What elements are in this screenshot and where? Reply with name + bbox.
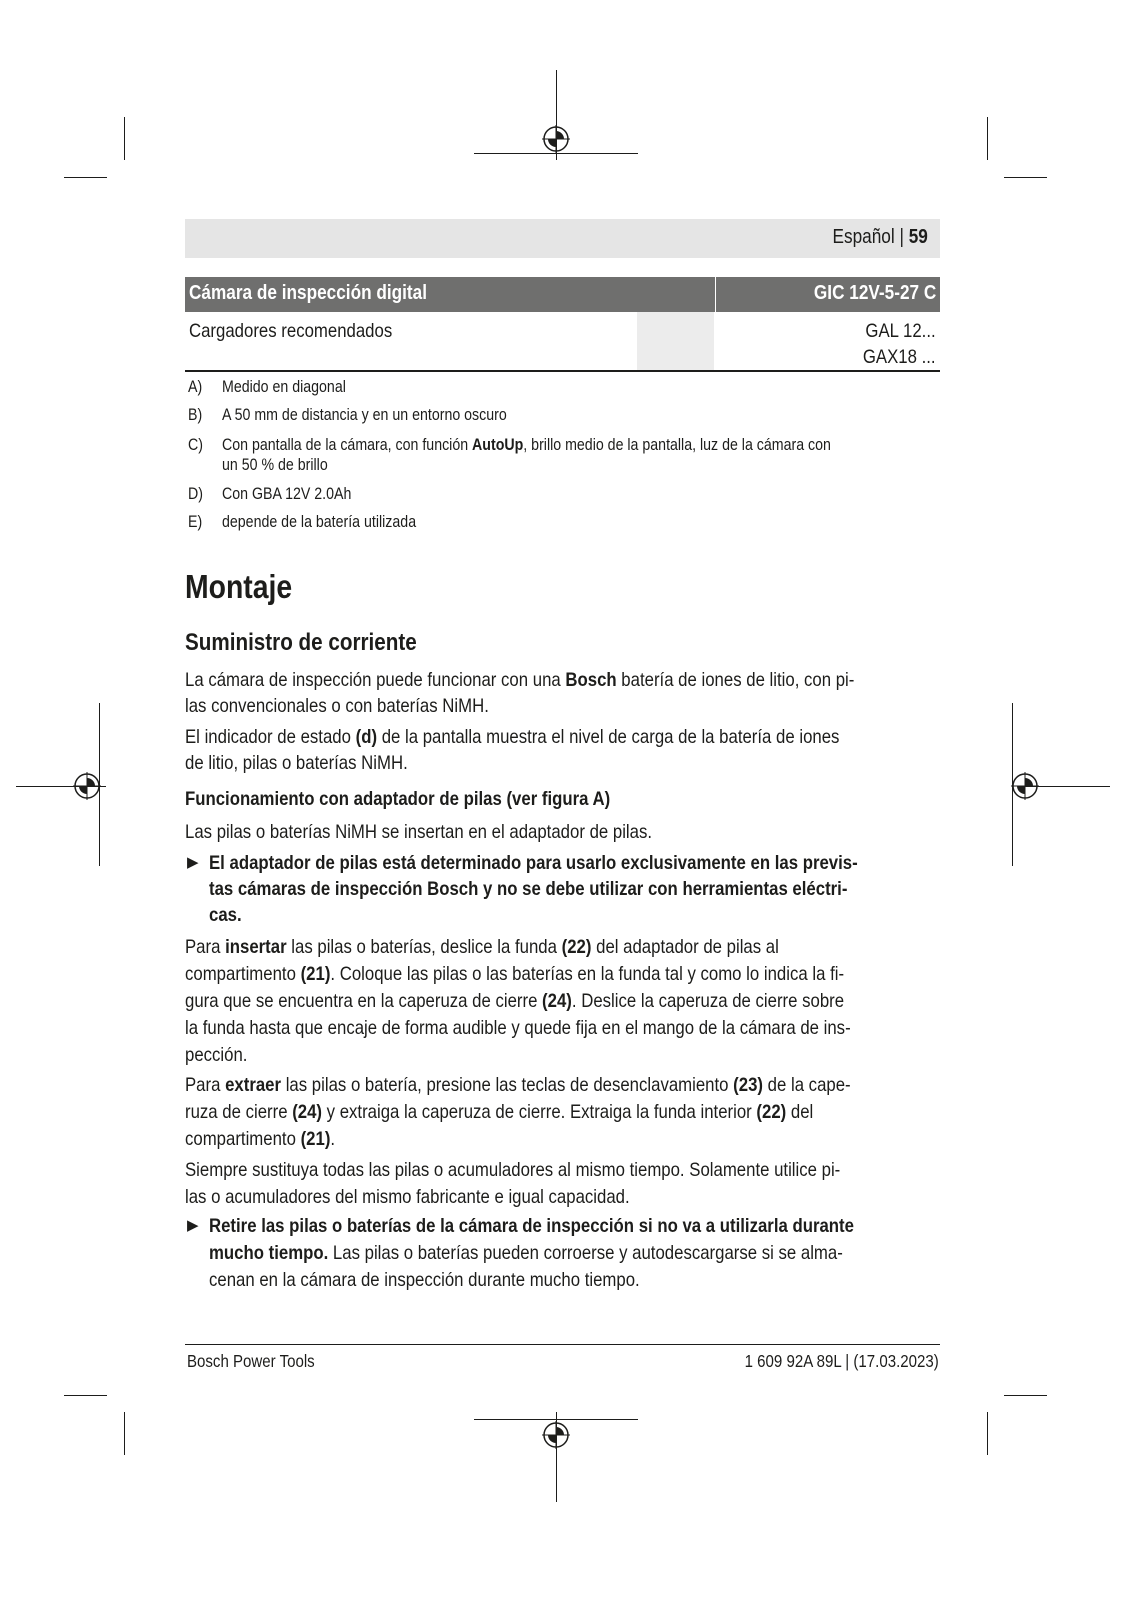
paragraph-line: las o acumuladores del mismo fabricante e igual capacidad. (185, 1186, 630, 1208)
crop-mark-top-right-v (987, 117, 988, 160)
paragraph-line: Siempre sustituya todas las pilas o acumuladores al mismo tiempo. Solamente utilice pi- (185, 1159, 841, 1181)
text-part: de la pantalla muestra el nivel de carga de la batería de iones (377, 726, 840, 748)
subsection-heading: Suministro de corriente (185, 629, 417, 656)
registration-target-icon (542, 1421, 570, 1449)
footnote-text-part: , brillo medio de la pantalla, luz de la cámara con (523, 436, 831, 454)
paragraph-line (185, 934, 779, 960)
spec-table-row-value-1: GAL 12... (865, 320, 936, 342)
spec-table (185, 277, 940, 372)
text-bold: (24) (542, 990, 572, 1012)
text-bold: (21) (300, 1128, 331, 1150)
text-bold: (d) (355, 726, 378, 748)
header-language: Español (832, 226, 895, 248)
footnote-text: Con GBA 12V 2.0Ah (222, 485, 352, 503)
text-part: Las pilas o baterías pueden corroerse y autodescargarse si se alma- (328, 1242, 843, 1264)
paragraph-line (185, 667, 854, 693)
crop-mark-top-right-h (1004, 177, 1047, 178)
warning-line: Retire las pilas o baterías de la cámara de inspección si no va a utilizarla durante (209, 1215, 854, 1237)
paragraph-line: pección. (185, 1044, 248, 1066)
text-part: batería de iones de litio, con pi- (616, 669, 855, 691)
text-part: ruza de cierre (185, 1101, 293, 1123)
spec-table-head-right: GIC 12V-5-27 C (813, 282, 936, 304)
text-part: y extraiga la caperuza de cierre. Extraiga la funda interior (322, 1101, 757, 1123)
text-part: compartimento (185, 1128, 301, 1150)
registration-target-icon (1011, 772, 1039, 800)
text-bold: (21) (300, 963, 331, 985)
registration-line-bottom-h (474, 1419, 638, 1420)
footnote-text-part: Con pantalla de la cámara, con función (222, 436, 473, 454)
paragraph-line (185, 1126, 335, 1152)
text-part: Para (185, 1074, 226, 1096)
text-part: . Coloque las pilas o las baterías en la funda tal y como lo indica la fi- (330, 963, 845, 985)
spec-table-head-left: Cámara de inspección digital (189, 282, 428, 304)
registration-line-top-h (474, 153, 638, 154)
paragraph-line (185, 1099, 813, 1125)
paragraph-line (185, 724, 839, 750)
crop-mark-bottom-left-v (124, 1412, 125, 1455)
spec-table-head-divider (715, 277, 716, 312)
footnote-text: Medido en diagonal (222, 378, 346, 396)
footer-right: 1 609 92A 89L | (17.03.2023) (744, 1351, 939, 1371)
text-part: gura que se encuentra en la caperuza de cierre (185, 990, 543, 1012)
text-bold: Bosch (565, 669, 617, 691)
page-header-label (833, 226, 928, 249)
text-bold: (22) (756, 1101, 787, 1123)
text-part: de la cape- (763, 1074, 851, 1096)
text-bold: (22) (561, 936, 592, 958)
text-part: del adaptador de pilas al (591, 936, 779, 958)
warning-bullet-icon: ▶ (187, 854, 199, 871)
text-part: El indicador de estado (185, 726, 356, 748)
crop-mark-bottom-right-v (987, 1412, 988, 1455)
paragraph-line (185, 961, 844, 987)
spec-table-row-value-2: GAX18 ... (863, 346, 936, 368)
footnote-key: D) (188, 485, 203, 503)
autoup-term: AutoUp (472, 436, 524, 454)
page-header (185, 219, 940, 258)
footnote-key: A) (188, 378, 203, 396)
header-separator: | (899, 226, 905, 248)
paragraph-line: las convencionales o con baterías NiMH. (185, 695, 489, 717)
crop-mark-top-left-v (124, 117, 125, 160)
warning-line (209, 1240, 843, 1266)
paragraph-line (185, 988, 844, 1014)
text-part: compartimento (185, 963, 301, 985)
text-part: Para (185, 936, 226, 958)
spec-table-shaded-cell (637, 312, 714, 370)
text-bold: insertar (225, 936, 287, 958)
paragraph-line: la funda hasta que encaje de forma audible y quede fija en el mango de la cámara de ins- (185, 1017, 851, 1039)
subsection-title: Funcionamiento con adaptador de pilas (ver figura A) (185, 788, 611, 810)
warning-line: cenan en la cámara de inspección durante mucho tiempo. (209, 1269, 640, 1291)
footnote-key: E) (188, 513, 203, 531)
text-part: las pilas o batería, presione las teclas de desenclavamiento (281, 1074, 734, 1096)
text-part: del (786, 1101, 814, 1123)
paragraph-line: de litio, pilas o baterías NiMH. (185, 752, 408, 774)
text-bold: mucho tiempo. (209, 1242, 329, 1264)
footnote-key: C) (188, 436, 203, 454)
registration-target-icon (542, 125, 570, 153)
warning-line: El adaptador de pilas está determinado para usarlo exclusivamente en las previs- (209, 852, 858, 874)
spec-table-row-label: Cargadores recomendados (189, 320, 393, 342)
text-part: . Deslice la caperuza de cierre sobre (571, 990, 845, 1012)
page-number: 59 (908, 226, 928, 248)
paragraph-line: Las pilas o baterías NiMH se insertan en el adaptador de pilas. (185, 821, 653, 843)
footnote-text: A 50 mm de distancia y en un entorno oscuro (222, 406, 507, 424)
footer-left: Bosch Power Tools (187, 1351, 315, 1371)
crop-mark-top-left-h (64, 177, 107, 178)
section-heading: Montaje (185, 568, 293, 605)
footnote-text: depende de la batería utilizada (222, 513, 417, 531)
footnote-key: B) (188, 406, 203, 424)
spec-table-bottom-rule (185, 370, 940, 372)
footnote-text-continued: un 50 % de brillo (222, 456, 328, 474)
text-bold: (24) (292, 1101, 323, 1123)
warning-bullet-icon: ▶ (187, 1217, 199, 1234)
text-part: . (330, 1128, 336, 1150)
registration-target-icon (73, 772, 101, 800)
warning-line: tas cámaras de inspección Bosch y no se debe utilizar con herramientas eléctri- (209, 878, 848, 900)
text-bold: (23) (733, 1074, 764, 1096)
text-bold: extraer (225, 1074, 282, 1096)
footer-rule (185, 1344, 940, 1345)
footnote-text (222, 436, 831, 455)
warning-line: cas. (209, 904, 242, 926)
spec-table-head (185, 277, 940, 312)
crop-mark-bottom-right-h (1004, 1395, 1047, 1396)
text-part: La cámara de inspección puede funcionar con una (185, 669, 566, 691)
crop-mark-bottom-left-h (64, 1395, 107, 1396)
text-part: las pilas o baterías, deslice la funda (286, 936, 562, 958)
paragraph-line (185, 1072, 851, 1098)
